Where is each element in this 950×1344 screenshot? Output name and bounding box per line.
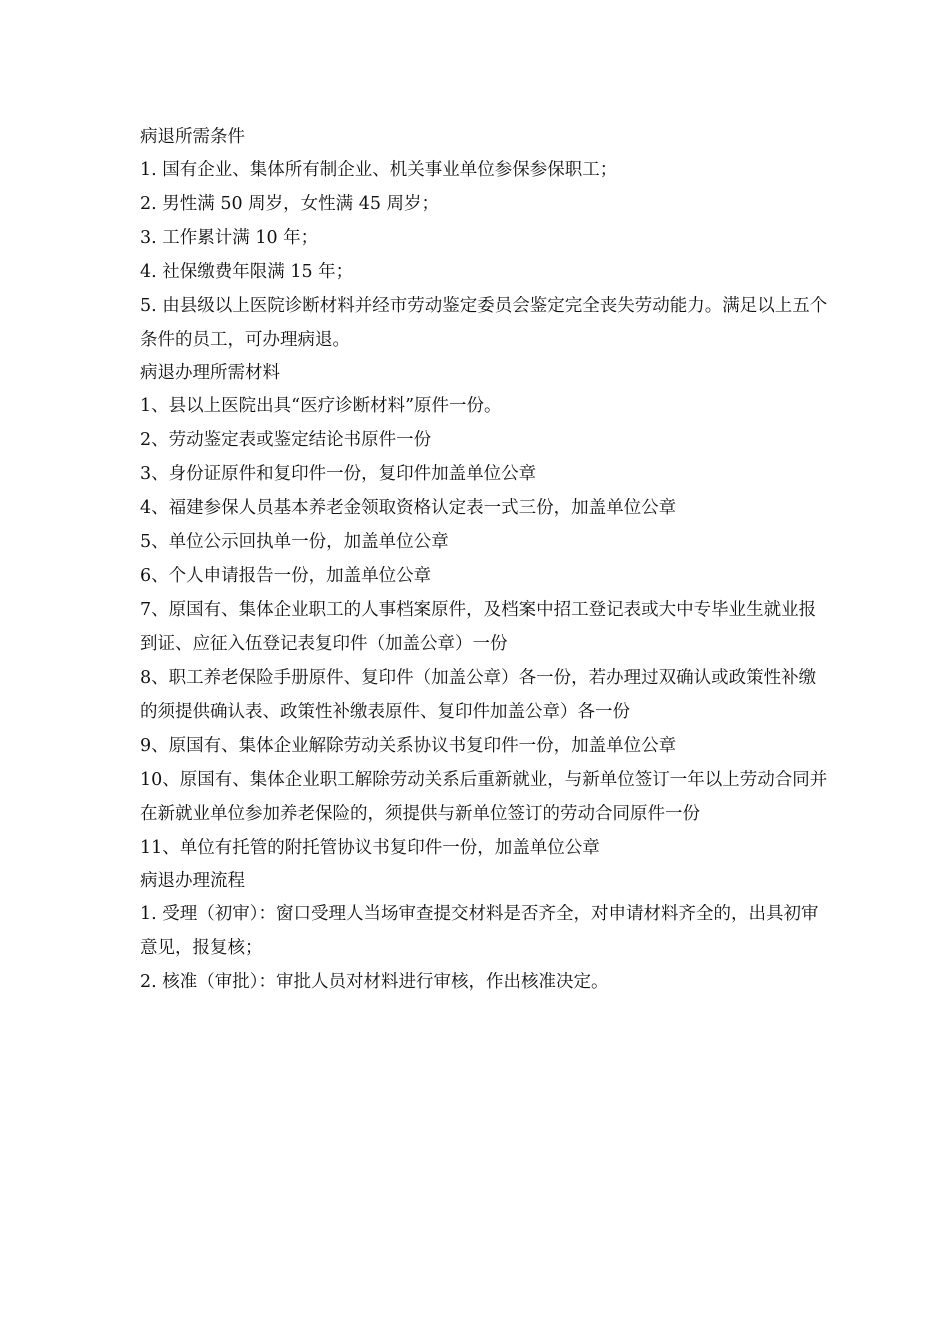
list-item: 1. 国有企业、集体所有制企业、机关事业单位参保参保职工；	[140, 160, 618, 180]
list-item: 5. 由县级以上医院诊断材料并经市劳动鉴定委员会鉴定完全丧失劳动能力。满足以上五个条件的员工，可办理病退。	[140, 296, 828, 350]
list-item: 9、原国有、集体企业解除劳动关系协议书复印件一份，加盖单位公章	[140, 736, 677, 756]
list-item: 3、身份证原件和复印件一份，复印件加盖单位公章	[140, 464, 537, 484]
list-item: 1、县以上医院出具“医疗诊断材料”原件一份。	[140, 396, 502, 416]
list-item: 6、个人申请报告一份，加盖单位公章	[140, 566, 432, 586]
list-item: 7、原国有、集体企业职工的人事档案原件，及档案中招工登记表或大中专毕业生就业报到证、应征入伍登记表复印件（加盖公章）一份	[140, 600, 817, 654]
list-item: 8、职工养老保险手册原件、复印件（加盖公章）各一份，若办理过双确认或政策性补缴的须提供确认表、政策性补缴表原件、复印件加盖公章）各一份	[140, 668, 817, 722]
list-item: 2. 男性满 50 周岁，女性满 45 周岁；	[140, 194, 440, 214]
list-item: 1. 受理（初审）：窗口受理人当场审查提交材料是否齐全，对申请材料齐全的，出具初审意见，报复核；	[140, 904, 819, 958]
list-item: 4. 社保缴费年限满 15 年；	[140, 262, 354, 282]
list-item: 3. 工作累计满 10 年；	[140, 228, 319, 248]
list-item: 11、单位有托管的附托管协议书复印件一份，加盖单位公章	[140, 838, 600, 858]
list-item: 2. 核准（审批）：审批人员对材料进行审核，作出核准决定。	[140, 972, 609, 992]
list-item: 2、劳动鉴定表或鉴定结论书原件一份	[140, 430, 432, 450]
list-item: 5、单位公示回执单一份，加盖单位公章	[140, 532, 449, 552]
section-conditions	[140, 121, 830, 357]
list-item: 4、福建参保人员基本养老金领取资格认定表一式三份，加盖单位公章	[140, 498, 677, 518]
section-process	[140, 865, 830, 999]
section-heading: 病退办理所需材料	[140, 363, 280, 383]
document-page	[140, 121, 830, 999]
list-item: 10、原国有、集体企业职工解除劳动关系后重新就业，与新单位签订一年以上劳动合同并在新就业单位参加养老保险的，须提供与新单位签订的劳动合同原件一份	[140, 770, 828, 824]
section-heading: 病退办理流程	[140, 871, 245, 891]
section-heading: 病退所需条件	[140, 127, 245, 147]
section-materials	[140, 357, 830, 865]
